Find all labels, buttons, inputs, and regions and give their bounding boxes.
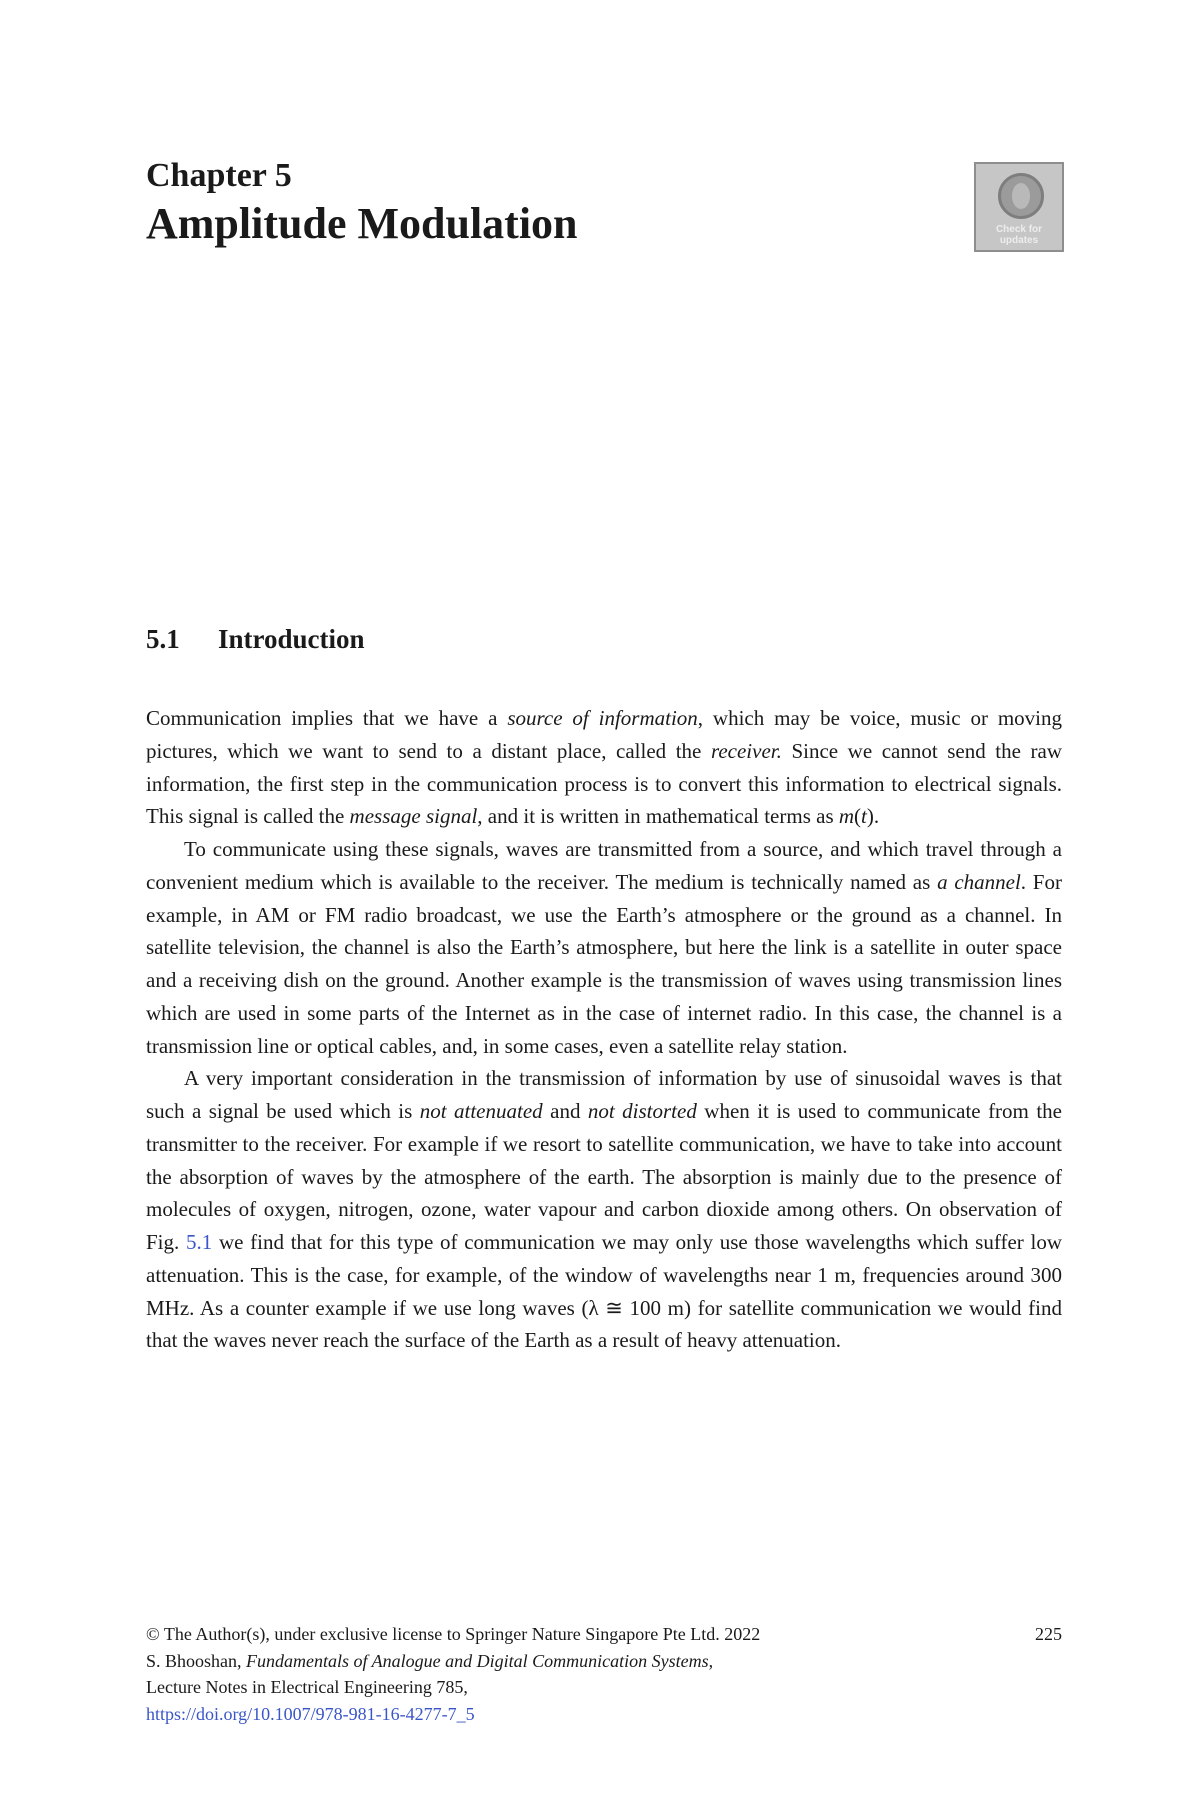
book-title: Fundamentals of Analogue and Digital Communication Systems (246, 1650, 709, 1671)
badge-line-1: Check for (995, 224, 1043, 235)
emphasis: message signal (349, 804, 478, 829)
text-run: Since we cannot send the raw information, the first step in the communication process is to convert this information to electrical signals. This signal is called the (146, 738, 1063, 829)
text-run: Communication implies that we have a (146, 706, 508, 730)
text-run: To communicate using these signals, waves are transmitted from a source, and which travel through a convenient medium which is available to the receiver. The medium is technically named as (146, 837, 1062, 894)
paragraph-3 (146, 1062, 1062, 1357)
author: S. Bhooshan, (146, 1650, 247, 1671)
badge-text (976, 224, 1062, 246)
body-text (146, 702, 1062, 1357)
copyright-text: © The Author(s), under exclusive license to Springer Nature Singapore Pte Ltd. 2022 (146, 1624, 761, 1644)
section-title: Introduction (218, 624, 365, 654)
math-symbol: t (861, 804, 867, 829)
crossmark-icon (998, 173, 1044, 219)
emphasis: source of information (507, 706, 698, 730)
figure-link[interactable]: 5.1 (185, 1230, 213, 1254)
copyright-row (146, 1621, 1062, 1648)
check-for-updates-badge[interactable] (974, 162, 1064, 252)
comma: , (708, 1650, 714, 1671)
section-heading (146, 624, 365, 655)
series-line: Lecture Notes in Electrical Engineering 785, (146, 1677, 468, 1697)
text-run: ( (854, 804, 862, 829)
emphasis: a channel (937, 869, 1021, 894)
chapter-label: Chapter 5 (146, 157, 292, 194)
text-run: when it is used to communicate from the transmitter to the receiver. For example if we resort to satellite communication, we have to take into account the absorption of waves by the atmosphere of the earth. The absorption is mainly due to the presence of molecules of oxygen, nitrogen, ozone, water vapour and carbon dioxide among others. On observation of Fig. (146, 1099, 1062, 1254)
paragraph-1 (146, 702, 1062, 833)
citation-line (146, 1648, 1062, 1675)
text-run: , and it is written in mathematical terms as (477, 804, 839, 829)
emphasis: not attenuated (419, 1099, 543, 1123)
text-run: we find that for this type of communication we may only use those wavelengths which suffer low attenuation. This is the case, for example, of the window of wavelengths near 1 m, frequencies around 300 MHz. As a counter example if we use long waves (λ ≅ 100 m) for satellite communication we would find that the waves never reach the surface of the Earth as a result of heavy attenuation. (146, 1230, 1062, 1353)
math-symbol: m (838, 804, 855, 829)
text-run: , which may be voice, music or moving pictures, which we want to send to a distant place, called the (146, 706, 1062, 763)
paragraph-2 (146, 833, 1062, 1062)
emphasis: receiver. (710, 738, 782, 763)
doi-link[interactable]: https://doi.org/10.1007/978-981-16-4277-7_5 (146, 1703, 475, 1724)
text-run: A very important consideration in the transmission of information by use of sinusoidal waves is that such a signal be used which is (146, 1066, 1062, 1123)
page-number: 225 (1035, 1624, 1062, 1644)
footer (146, 1621, 1062, 1727)
text-run: ). (866, 804, 880, 829)
section-number: 5.1 (146, 624, 180, 654)
emphasis: not distorted (587, 1099, 697, 1123)
chapter-title: Amplitude Modulation (146, 199, 578, 248)
text-run: and (542, 1099, 588, 1123)
text-run: . For example, in AM or FM radio broadcast, we use the Earth’s atmosphere or the ground as a channel. In satellite television, the channel is also the Earth’s atmosphere, but here the link is a satellite in outer space and a receiving dish on the ground. Another example is the transmission of waves using transmission lines which are used in some parts of the Internet as in the case of internet radio. In this case, the channel is a transmission line or optical cables, and, in some cases, even a satellite relay station. (146, 869, 1062, 1058)
badge-line-2: updates (999, 235, 1039, 246)
